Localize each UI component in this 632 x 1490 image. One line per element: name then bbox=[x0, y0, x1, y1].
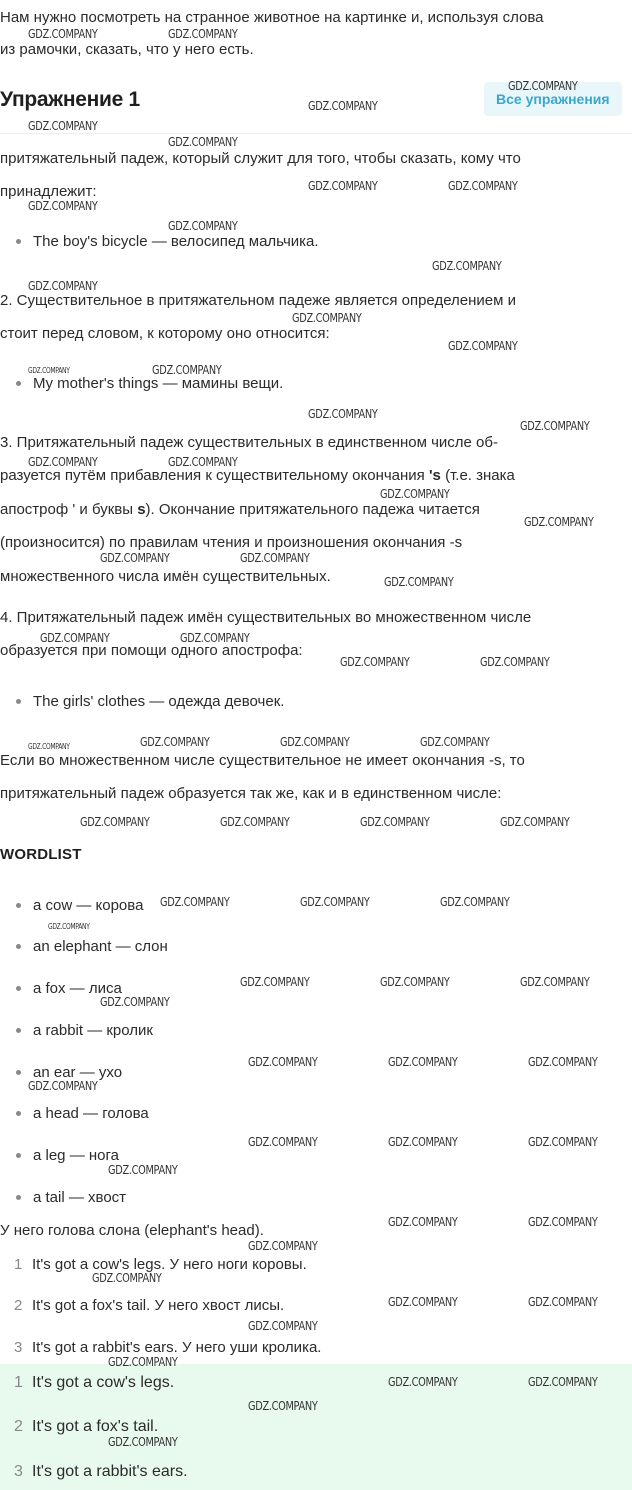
watermark: GDZ.COMPANY bbox=[380, 974, 450, 989]
watermark: GDZ.COMPANY bbox=[248, 1318, 318, 1333]
rule-text: стоит перед словом, к которому оно относится: bbox=[0, 325, 330, 342]
watermark: GDZ.COMPANY bbox=[432, 258, 502, 273]
example-item: My mother's things — мамины вещи. bbox=[16, 374, 283, 394]
example-item: The boy's bicycle — велосипед мальчика. bbox=[16, 232, 319, 252]
watermark: GDZ.COMPANY bbox=[528, 1374, 598, 1389]
answer-item: 2 It's got a fox's tail. bbox=[14, 1418, 159, 1435]
watermark: GDZ.COMPANY bbox=[388, 1134, 458, 1149]
watermark: GDZ.COMPANY bbox=[448, 178, 518, 193]
watermark: GDZ.COMPANY bbox=[28, 198, 98, 213]
watermark: GDZ.COMPANY bbox=[168, 218, 238, 233]
watermark: GDZ.COMPANY bbox=[308, 178, 378, 193]
watermark: GDZ.COMPANY bbox=[388, 1214, 458, 1229]
watermark: GDZ.COMPANY bbox=[248, 1054, 318, 1069]
watermark: GDZ.COMPANY bbox=[28, 742, 70, 751]
wordlist-item: a cow — корова bbox=[16, 896, 143, 916]
watermark: GDZ.COMPANY bbox=[168, 26, 238, 41]
watermark: GDZ.COMPANY bbox=[28, 26, 98, 41]
bullet-icon bbox=[16, 944, 21, 949]
watermark: GDZ.COMPANY bbox=[280, 734, 350, 749]
watermark: GDZ.COMPANY bbox=[308, 406, 378, 421]
rule-text: (произносится) по правилам чтения и произношения окончания -s bbox=[0, 534, 463, 551]
watermark: GDZ.COMPANY bbox=[520, 974, 590, 989]
watermark: GDZ.COMPANY bbox=[384, 574, 454, 589]
watermark: GDZ.COMPANY bbox=[180, 630, 250, 645]
watermark: GDZ.COMPANY bbox=[28, 1078, 98, 1093]
exercise-title: Упражнение 1 bbox=[0, 88, 140, 111]
watermark: GDZ.COMPANY bbox=[528, 1134, 598, 1149]
watermark: GDZ.COMPANY bbox=[92, 1270, 162, 1285]
watermark: GDZ.COMPANY bbox=[40, 630, 110, 645]
bullet-icon bbox=[16, 239, 21, 244]
watermark: GDZ.COMPANY bbox=[248, 1398, 318, 1413]
intro-line: из рамочки, сказать, что у него есть. bbox=[0, 41, 254, 58]
watermark: GDZ.COMPANY bbox=[48, 922, 90, 931]
wordlist-item: a fox — лиса bbox=[16, 979, 122, 999]
watermark: GDZ.COMPANY bbox=[160, 894, 230, 909]
watermark: GDZ.COMPANY bbox=[220, 814, 290, 829]
watermark: GDZ.COMPANY bbox=[480, 654, 550, 669]
wordlist-item: an ear — ухо bbox=[16, 1063, 122, 1083]
watermark: GDZ.COMPANY bbox=[360, 814, 430, 829]
translated-answer: 2 It's got a fox's tail. У него хвост лисы. bbox=[14, 1297, 285, 1314]
watermark: GDZ.COMPANY bbox=[100, 994, 170, 1009]
wordlist-item: a leg — нога bbox=[16, 1146, 119, 1166]
answer-item: 1 It's got a cow's legs. bbox=[14, 1374, 175, 1391]
rule-text: притяжательный падеж образуется так же, как и в единственном числе: bbox=[0, 785, 502, 802]
watermark: GDZ.COMPANY bbox=[528, 1294, 598, 1309]
bullet-icon bbox=[16, 986, 21, 991]
wordlist-item: a rabbit — кролик bbox=[16, 1021, 153, 1041]
watermark: GDZ.COMPANY bbox=[140, 734, 210, 749]
watermark: GDZ.COMPANY bbox=[388, 1374, 458, 1389]
watermark: GDZ.COMPANY bbox=[240, 974, 310, 989]
watermark: GDZ.COMPANY bbox=[508, 78, 578, 93]
watermark: GDZ.COMPANY bbox=[168, 134, 238, 149]
bullet-icon bbox=[16, 1195, 21, 1200]
watermark: GDZ.COMPANY bbox=[388, 1294, 458, 1309]
answer-item: 3 It's got a rabbit's ears. bbox=[14, 1463, 188, 1480]
watermark: GDZ.COMPANY bbox=[528, 1054, 598, 1069]
rule-text: образуется при помощи одного апострофа: bbox=[0, 642, 303, 659]
bullet-icon bbox=[16, 1070, 21, 1075]
watermark: GDZ.COMPANY bbox=[528, 1214, 598, 1229]
watermark: GDZ.COMPANY bbox=[388, 1054, 458, 1069]
watermark: GDZ.COMPANY bbox=[100, 550, 170, 565]
rule-text: 3. Притяжательный падеж существительных в единственном числе об- bbox=[0, 434, 498, 451]
rule-text: 2. Существительное в притяжательном падеже является определением и bbox=[0, 292, 516, 309]
wordlist-heading: WORDLIST bbox=[0, 846, 82, 863]
example-item: The girls' clothes — одежда девочек. bbox=[16, 692, 284, 712]
watermark: GDZ.COMPANY bbox=[108, 1434, 178, 1449]
watermark: GDZ.COMPANY bbox=[28, 454, 98, 469]
watermark: GDZ.COMPANY bbox=[524, 514, 594, 529]
watermark: GDZ.COMPANY bbox=[248, 1134, 318, 1149]
bullet-icon bbox=[16, 1028, 21, 1033]
translated-answer: 1 It's got a cow's legs. У него ноги коровы. bbox=[14, 1256, 307, 1273]
watermark: GDZ.COMPANY bbox=[80, 814, 150, 829]
watermark: GDZ.COMPANY bbox=[108, 1354, 178, 1369]
rule-text: Если во множественном числе существительное не имеет окончания -s, то bbox=[0, 752, 525, 769]
rule-text: 4. Притяжательный падеж имён существительных во множественном числе bbox=[0, 609, 532, 626]
rule-text: апостроф ' и буквы s). Окончание притяжательного падежа читается bbox=[0, 501, 480, 518]
watermark: GDZ.COMPANY bbox=[28, 118, 98, 133]
bullet-icon bbox=[16, 699, 21, 704]
bullet-icon bbox=[16, 903, 21, 908]
watermark: GDZ.COMPANY bbox=[108, 1162, 178, 1177]
rule-text: притяжательный падеж, который служит для того, чтобы сказать, кому что bbox=[0, 150, 521, 167]
rule-text: принадлежит: bbox=[0, 183, 97, 200]
watermark: GDZ.COMPANY bbox=[440, 894, 510, 909]
example-sentence: У него голова слона (elephant's head). bbox=[0, 1222, 264, 1239]
all-exercises-button[interactable]: Все упражнения bbox=[484, 82, 622, 116]
bullet-icon bbox=[16, 381, 21, 386]
watermark: GDZ.COMPANY bbox=[448, 338, 518, 353]
divider bbox=[0, 133, 632, 134]
watermark: GDZ.COMPANY bbox=[300, 894, 370, 909]
wordlist-item: an elephant — слон bbox=[16, 937, 168, 957]
intro-line: Нам нужно посмотреть на странное животное на картинке и, используя слова bbox=[0, 9, 544, 26]
watermark: GDZ.COMPANY bbox=[168, 454, 238, 469]
rule-text: разуется путём прибавления к существительному окончания 's (т.е. знака bbox=[0, 467, 515, 484]
watermark: GDZ.COMPANY bbox=[420, 734, 490, 749]
watermark: GDZ.COMPANY bbox=[28, 278, 98, 293]
watermark: GDZ.COMPANY bbox=[308, 98, 378, 113]
watermark: GDZ.COMPANY bbox=[248, 1238, 318, 1253]
watermark: GDZ.COMPANY bbox=[292, 310, 362, 325]
watermark: GDZ.COMPANY bbox=[152, 362, 222, 377]
wordlist-item: a tail — хвост bbox=[16, 1188, 126, 1208]
watermark: GDZ.COMPANY bbox=[520, 418, 590, 433]
watermark: GDZ.COMPANY bbox=[380, 486, 450, 501]
watermark: GDZ.COMPANY bbox=[28, 366, 70, 375]
watermark: GDZ.COMPANY bbox=[340, 654, 410, 669]
wordlist-item: a head — голова bbox=[16, 1104, 149, 1124]
watermark: GDZ.COMPANY bbox=[500, 814, 570, 829]
rule-text: множественного числа имён существительных. bbox=[0, 568, 331, 585]
watermark: GDZ.COMPANY bbox=[240, 550, 310, 565]
bullet-icon bbox=[16, 1111, 21, 1116]
translated-answer: 3 It's got a rabbit's ears. У него уши кролика. bbox=[14, 1339, 322, 1356]
bullet-icon bbox=[16, 1153, 21, 1158]
